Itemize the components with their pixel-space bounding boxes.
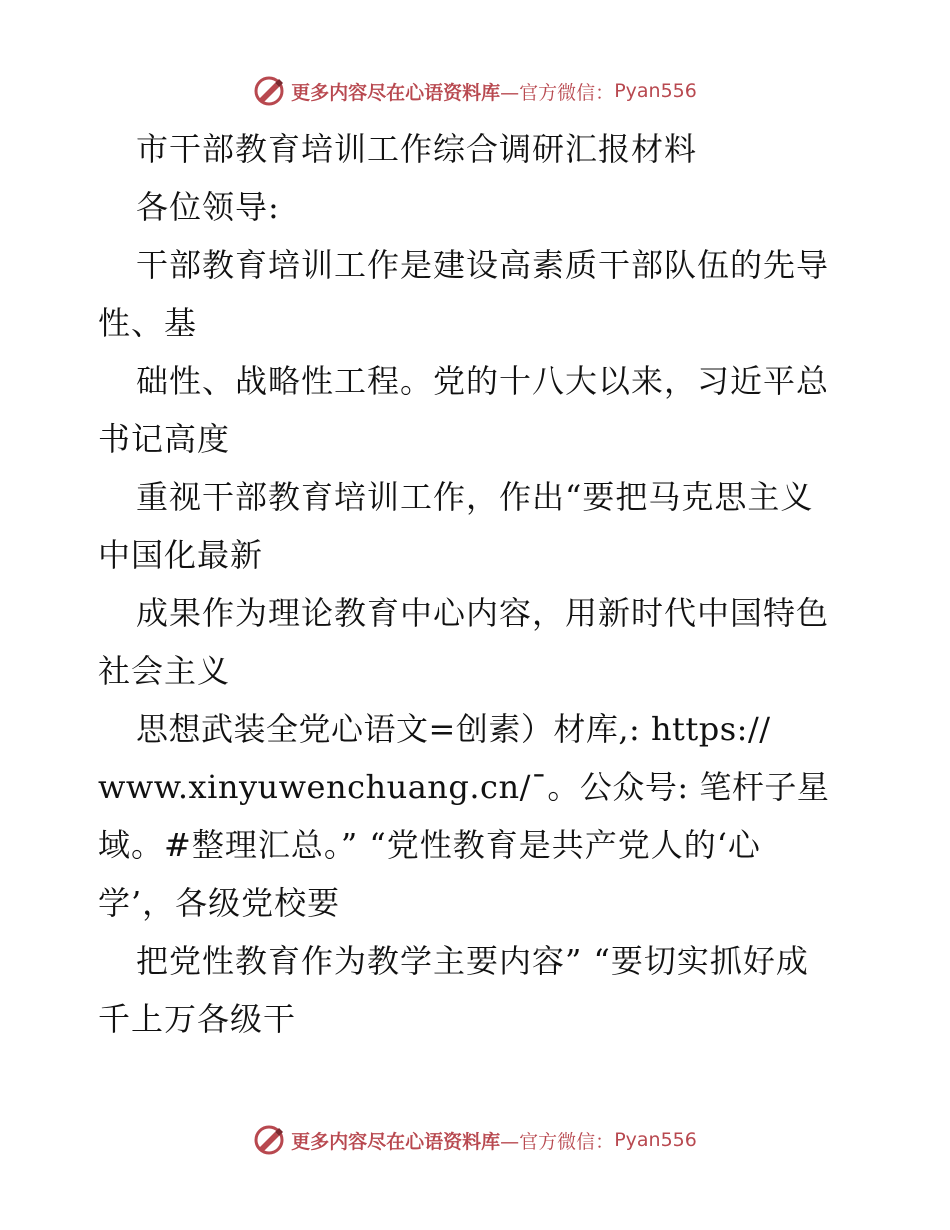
footer-watermark-banner [0,1123,950,1157]
paragraph-line: 域。#整理汇总。” “党性教育是共产党人的‘心 [98,826,761,864]
paragraph-line: 性、基 [98,304,198,342]
banner-wechat-label: —官方微信： [500,81,615,104]
pen-circle-logo-icon [253,75,285,107]
paragraph-line: 思想武装全党心语文=创素）材库,: https:// [136,710,771,748]
pen-circle-logo-icon [253,1124,285,1156]
paragraph-line: 中国化最新 [98,536,264,574]
document-body [98,120,858,1048]
banner-wechat-label: —官方微信： [500,1130,615,1153]
banner-title: 更多内容尽在心语资料库 [291,81,501,104]
salutation: 各位领导: [136,188,280,226]
paragraph-line: 成果作为理论教育中心内容，用新时代中国特色 [136,594,830,632]
document-title: 市干部教育培训工作综合调研汇报材料 [136,130,698,168]
banner-wechat-id: Pyan556 [614,80,697,102]
paragraph-line: 础性、战略性工程。党的十八大以来，习近平总 [136,362,830,400]
paragraph-line: 千上万各级干 [98,1000,297,1038]
header-watermark-banner [0,74,950,108]
paragraph-line: 社会主义 [98,652,231,690]
paragraph-line: 干部教育培训工作是建设高素质干部队伍的先导 [136,246,830,284]
paragraph-line: 重视干部教育培训工作，作出“要把马克思主义 [136,478,814,516]
paragraph-line: 学’，各级党校要 [98,884,341,922]
paragraph-line: 书记高度 [98,420,231,458]
banner-title: 更多内容尽在心语资料库 [291,1130,501,1153]
banner-wechat-id: Pyan556 [614,1129,697,1151]
paragraph-line: 把党性教育作为教学主要内容” “要切实抓好成 [136,942,809,980]
paragraph-line-url: www.xinyuwenchuang.cn/¯。公众号: 笔杆子星 [98,768,830,806]
